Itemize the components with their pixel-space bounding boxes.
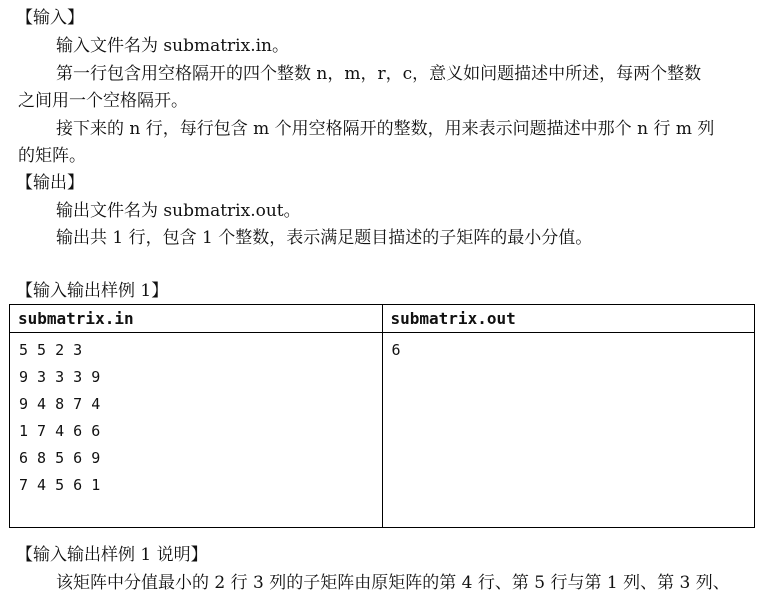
- sample-heading: 【输入输出样例 1】: [16, 281, 169, 301]
- output-filename-text: 输出文件名为 submatrix.out。: [56, 201, 301, 221]
- sample-input-line: 9 4 8 7 4: [19, 395, 101, 413]
- input-first-line-text-cont: 之间用一个空格隔开。: [18, 91, 188, 111]
- sample-input-cell: [10, 333, 383, 528]
- input-matrix-text-cont: 的矩阵。: [18, 146, 86, 166]
- sample-input-line: 9 3 3 3 9: [19, 368, 101, 386]
- sample-output-line: 6: [391, 341, 401, 359]
- explanation-heading: 【输入输出样例 1 说明】: [16, 545, 208, 565]
- input-heading: 【输入】: [16, 8, 84, 28]
- input-first-line-text: 第一行包含用空格隔开的四个整数 n，m，r，c，意义如问题描述中所述，每两个整数: [56, 64, 702, 84]
- output-heading: 【输出】: [16, 173, 84, 193]
- explanation-text: 该矩阵中分值最小的 2 行 3 列的子矩阵由原矩阵的第 4 行、第 5 行与第 1 列、第 3 列、: [56, 573, 730, 593]
- input-filename-text: 输入文件名为 submatrix.in。: [56, 36, 289, 56]
- output-description-text: 输出共 1 行，包含 1 个整数，表示满足题目描述的子矩阵的最小分值。: [56, 228, 593, 248]
- sample-input-line: 6 8 5 6 9: [19, 449, 101, 467]
- sample-table: [9, 304, 755, 528]
- sample-output-cell: [382, 333, 755, 528]
- sample-input-column-header: submatrix.in: [10, 305, 383, 333]
- sample-input-line: 5 5 2 3: [19, 341, 83, 359]
- input-matrix-text: 接下来的 n 行，每行包含 m 个用空格隔开的整数，用来表示问题描述中那个 n 行 m 列: [56, 119, 715, 139]
- sample-input-line: 7 4 5 6 1: [19, 476, 101, 494]
- sample-output-column-header: submatrix.out: [382, 305, 755, 333]
- sample-input-line: 1 7 4 6 6: [19, 422, 101, 440]
